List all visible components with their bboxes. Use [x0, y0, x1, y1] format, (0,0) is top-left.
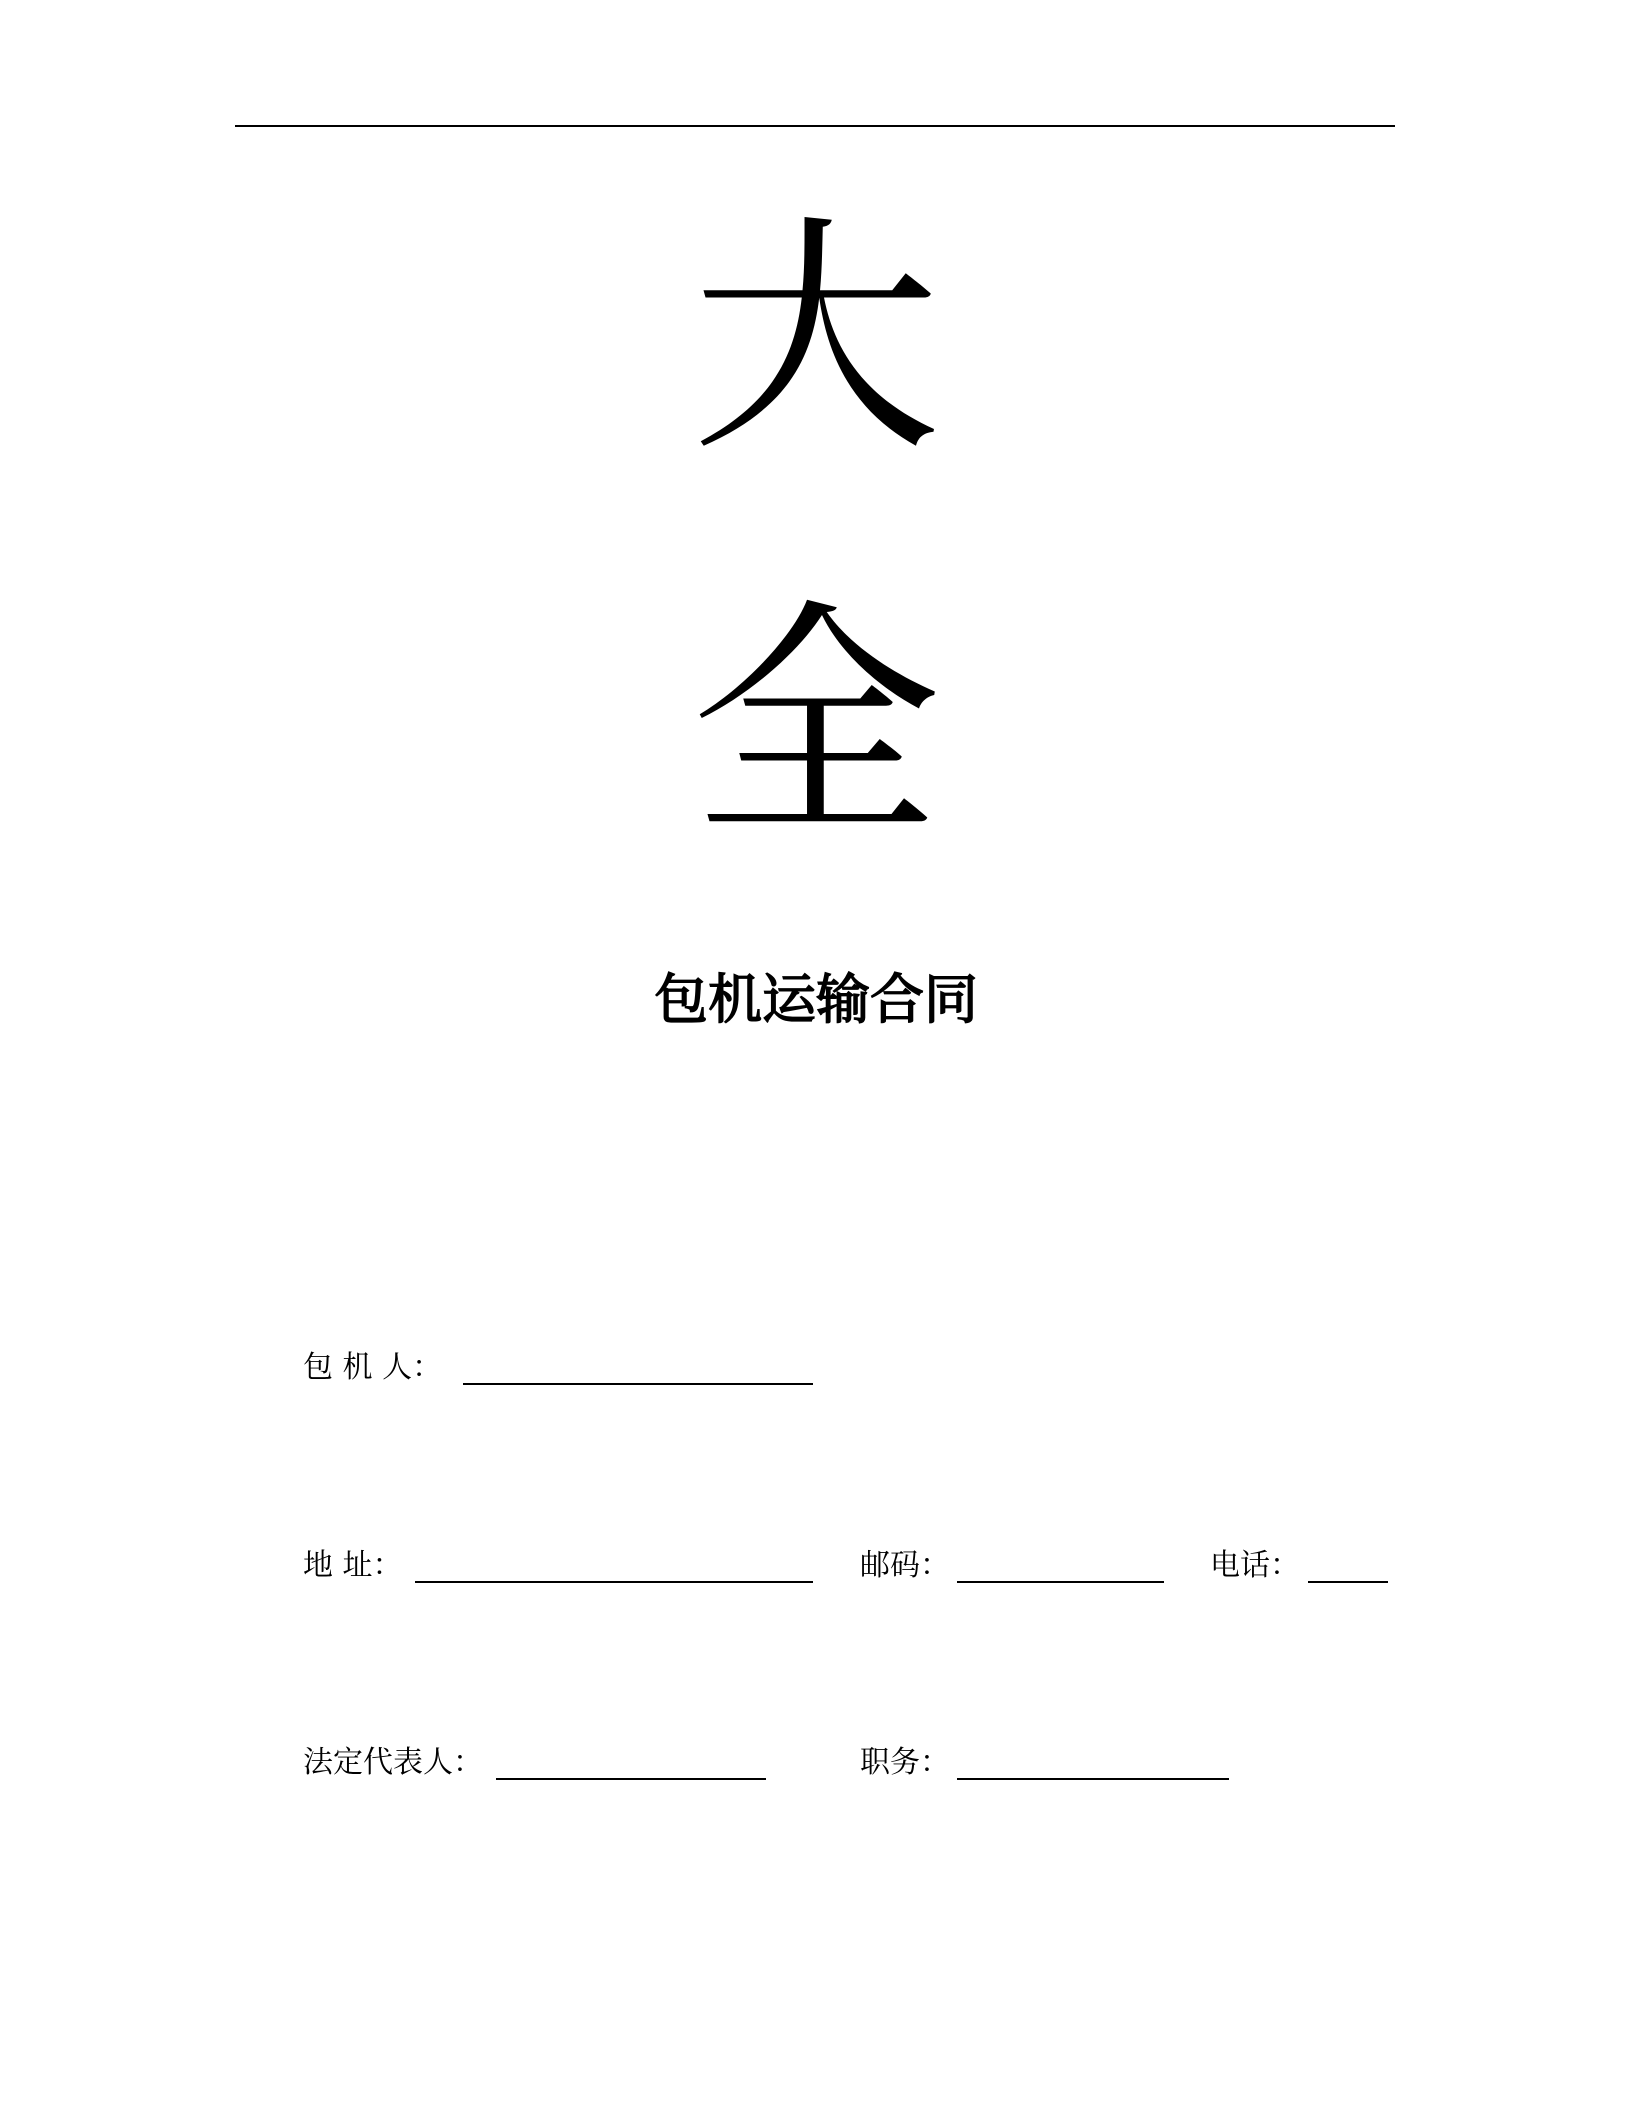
cover-char-1: 大 [691, 194, 941, 485]
address-blank-line[interactable] [415, 1581, 813, 1583]
charterer-field[interactable] [303, 1335, 823, 1395]
charterer-row [0, 1335, 1632, 1395]
header-rule [235, 125, 1395, 127]
position-field[interactable] [860, 1730, 1230, 1790]
address-field[interactable] [303, 1533, 823, 1593]
legal-rep-blank-line[interactable] [496, 1778, 766, 1780]
charterer-label: 包 机 人： [303, 1350, 443, 1385]
address-label: 地 址： [303, 1548, 403, 1583]
cover-char-2: 全 [691, 579, 941, 870]
phone-blank-line[interactable] [1308, 1581, 1388, 1583]
legal-rep-row [0, 1730, 1632, 1790]
charterer-blank-line[interactable] [463, 1383, 813, 1385]
position-blank-line[interactable] [957, 1778, 1229, 1780]
postcode-label: 邮码： [860, 1548, 950, 1583]
phone-label: 电话： [1210, 1548, 1300, 1583]
phone-field[interactable] [1210, 1533, 1390, 1593]
legal-rep-label: 法定代表人： [303, 1745, 483, 1780]
postcode-blank-line[interactable] [957, 1581, 1164, 1583]
address-row [0, 1533, 1632, 1593]
position-label: 职务： [860, 1745, 950, 1780]
document-title: 包机运输合同 [654, 968, 978, 1031]
postcode-field[interactable] [860, 1533, 1170, 1593]
legal-rep-field[interactable] [303, 1730, 773, 1790]
